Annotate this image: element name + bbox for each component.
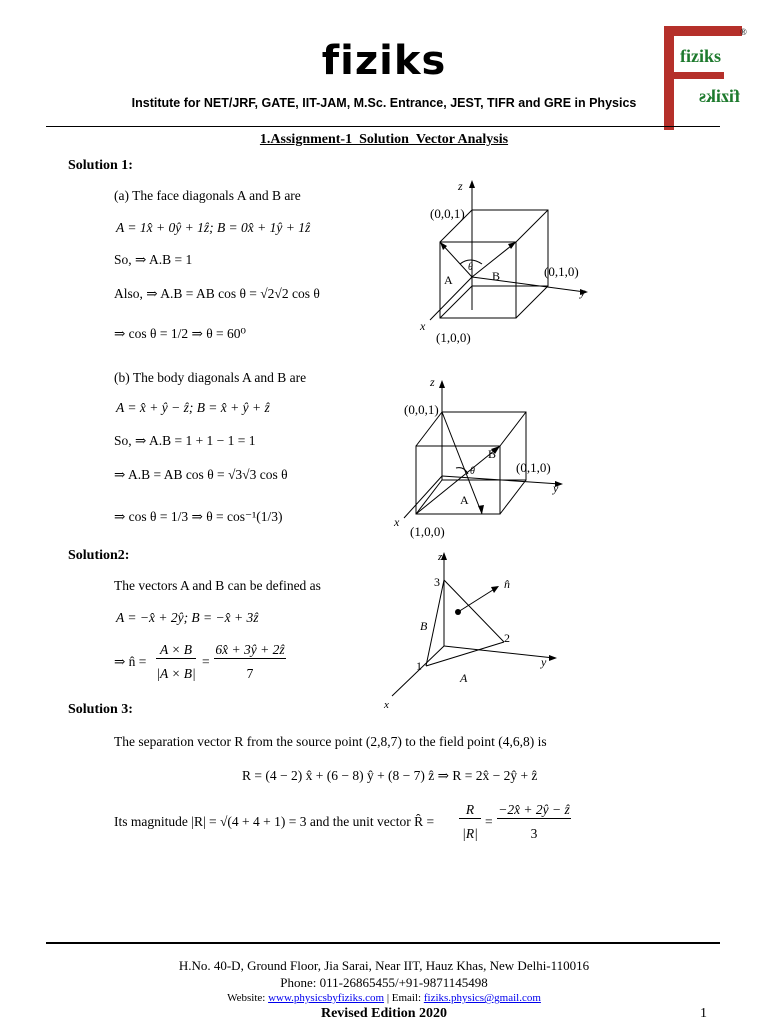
solution2-heading: Solution2: bbox=[68, 548, 130, 563]
s2-nhat-lhs: ⇒ n̂ = bbox=[114, 654, 147, 669]
plane-normal-figure bbox=[378, 546, 568, 719]
fig1-point-010: (0,1,0) bbox=[544, 264, 579, 279]
fig1-axis-y: y bbox=[580, 285, 586, 299]
logo-mirror-text: fiziks bbox=[698, 86, 740, 106]
tagline: Institute for NET/JRF, GATE, IIT-JAM, M.Sc. Entrance, JEST, TIFR and GRE in Physics bbox=[131, 96, 637, 110]
fig3-point-2: 2 bbox=[504, 631, 510, 645]
fig1-axis-x: x bbox=[420, 319, 426, 333]
fig1-axis-z: z bbox=[458, 179, 463, 193]
s3-unit-num1: R bbox=[459, 802, 481, 819]
fig2-theta: θ bbox=[470, 466, 475, 477]
footer-rule bbox=[46, 942, 720, 944]
cube-figure-body-diagonals bbox=[390, 368, 590, 549]
fig3-normal-n: n̂ bbox=[504, 577, 510, 591]
email-label: | Email: bbox=[386, 992, 422, 1004]
fig1-vector-B: B bbox=[492, 269, 501, 283]
fiziks-logo bbox=[664, 26, 748, 130]
fig3-vector-A: A bbox=[460, 671, 468, 685]
fig2-axis-x: x bbox=[394, 515, 400, 529]
fig1-theta: θ bbox=[468, 262, 473, 273]
fig3-vector-B: B bbox=[420, 619, 428, 633]
footer-address: H.No. 40-D, Ground Floor, Jia Sarai, Near IIT, Hauz Khas, New Delhi-110016 bbox=[178, 958, 590, 973]
fig2-point-100: (1,0,0) bbox=[410, 524, 445, 539]
s1b-def: A = x̂ + ŷ − ẑ; B = x̂ + ŷ + ẑ bbox=[116, 400, 270, 415]
s2-nhat-rnum: 6x̂ + 3ŷ + 2ẑ bbox=[215, 642, 285, 657]
fig3-axis-x: x bbox=[384, 699, 389, 711]
header-rule bbox=[46, 126, 720, 127]
s1a-intro: (a) The face diagonals A and B are bbox=[114, 188, 301, 203]
footer-contact bbox=[0, 992, 768, 1004]
fig3-axis-y: y bbox=[541, 655, 547, 669]
fig1-vector-A: A bbox=[444, 273, 453, 287]
footer-phone: Phone: 011-26865455/+91-9871145498 bbox=[280, 975, 488, 990]
s2-def: A = −x̂ + 2ŷ; B = −x̂ + 3ẑ bbox=[116, 610, 259, 625]
fig1-point-100: (1,0,0) bbox=[436, 330, 471, 345]
fig2-point-001: (0,0,1) bbox=[404, 402, 439, 417]
logo-text: fiziks bbox=[680, 46, 722, 66]
s3-unit-eq: = bbox=[485, 814, 493, 829]
solution3-heading: Solution 3: bbox=[68, 702, 133, 717]
document-title: 1.Assignment-1_Solution_Vector Analysis bbox=[259, 132, 509, 147]
s1b-so: So, ⇒ A.B = 1 + 1 − 1 = 1 bbox=[114, 433, 256, 448]
fig2-vector-B: B bbox=[488, 447, 497, 461]
s3-intro: The separation vector R from the source point (2,8,7) to the field point (4,6,8) is bbox=[114, 734, 547, 749]
s2-nhat-rden: 7 bbox=[246, 666, 254, 681]
s1a-so: So, ⇒ A.B = 1 bbox=[114, 252, 193, 267]
email-link[interactable]: fiziks.physics@gmail.com bbox=[423, 992, 541, 1004]
s1b-result: ⇒ cos θ = 1/3 ⇒ θ = cos⁻¹(1/3) bbox=[114, 509, 283, 524]
fig3-axis-z: z bbox=[438, 551, 443, 563]
fig2-vector-A: A bbox=[460, 493, 469, 507]
fig3-point-1: 1 bbox=[416, 659, 422, 673]
s2-nhat-den: |A × B| bbox=[156, 666, 196, 681]
s3-unit-num2: −2x̂ + 2ŷ − ẑ bbox=[498, 802, 570, 817]
page-number: 1 bbox=[700, 1006, 707, 1021]
fig3-point-3: 3 bbox=[434, 575, 440, 589]
solution1-heading: Solution 1: bbox=[68, 158, 133, 173]
fig2-axis-y: y bbox=[553, 481, 559, 495]
fig2-point-010: (0,1,0) bbox=[516, 460, 551, 475]
revised-edition: Revised Edition 2020 bbox=[320, 1006, 447, 1021]
s2-intro: The vectors A and B can be defined as bbox=[114, 578, 321, 593]
s3-unit-den2: 3 bbox=[530, 826, 538, 841]
s1a-result: ⇒ cos θ = 1/2 ⇒ θ = 60⁰ bbox=[114, 326, 246, 341]
fig2-axis-z: z bbox=[430, 375, 435, 389]
s3-equation: R = (4 − 2) x̂ + (6 − 8) ŷ + (8 − 7) ẑ ⇒ R = 2x̂ − 2ŷ + ẑ bbox=[242, 768, 538, 783]
website-link[interactable]: www.physicsbyfiziks.com bbox=[268, 992, 385, 1004]
brand-title: fiziks bbox=[321, 38, 447, 84]
registered-mark: ® bbox=[740, 27, 747, 37]
s3-magnitude: Its magnitude |R| = √(4 + 4 + 1) = 3 and the unit vector R̂ = bbox=[114, 814, 435, 829]
s1b-intro: (b) The body diagonals A and B are bbox=[114, 370, 307, 385]
website-label: Website: bbox=[227, 992, 266, 1004]
cube-figure-face-diagonals bbox=[410, 172, 610, 357]
s2-nhat-eq: = bbox=[202, 654, 210, 669]
s1a-def: A = 1x̂ + 0ŷ + 1ẑ; B = 0x̂ + 1ŷ + 1ẑ bbox=[116, 220, 311, 235]
s2-nhat-num: A × B bbox=[156, 642, 196, 659]
s1b-also: ⇒ A.B = AB cos θ = √3√3 cos θ bbox=[114, 467, 288, 482]
fig1-point-001: (0,0,1) bbox=[430, 206, 465, 221]
s3-unit-den1: |R| bbox=[462, 826, 478, 841]
s1a-also: Also, ⇒ A.B = AB cos θ = √2√2 cos θ bbox=[114, 286, 320, 301]
